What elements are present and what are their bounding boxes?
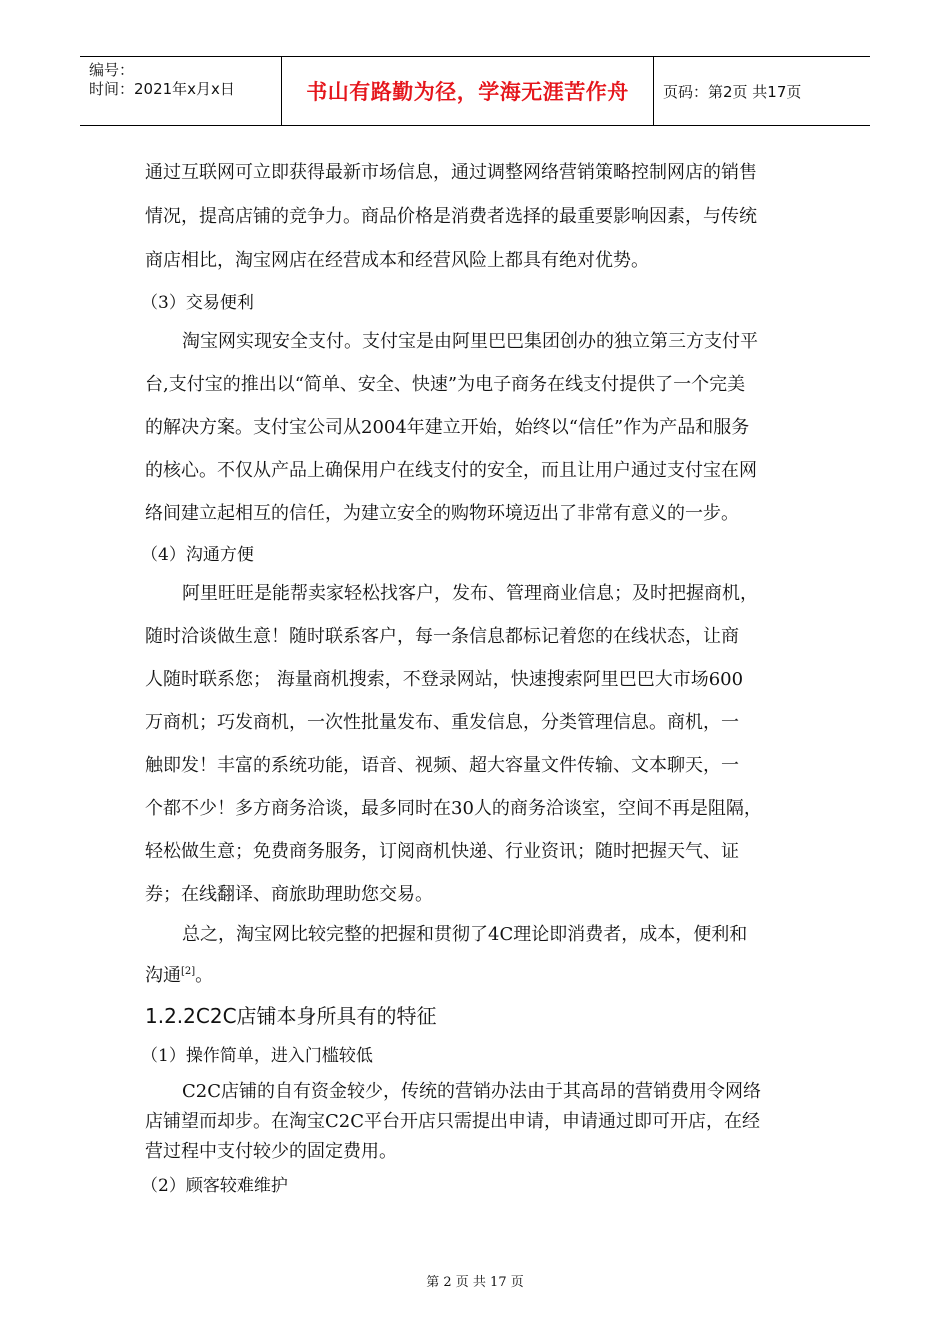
- body-line: 的解决方案。支付宝公司从2004年建立开始，始终以“信任”作为产品和服务: [145, 417, 750, 438]
- body-line: 阿里旺旺是能帮卖家轻松找客户，发布、管理商业信息；及时把握商机，: [182, 583, 758, 604]
- body-line: 万商机；巧发商机，一次性批量发布、重发信息，分类管理信息。商机，一: [145, 712, 739, 733]
- body-line: [145, 961, 213, 987]
- motto: 书山有路勤为径，学海无涯苦作舟: [282, 57, 654, 125]
- header-left-cell: [80, 57, 282, 125]
- body-line: 随时洽谈做生意！随时联系客户，每一条信息都标记着您的在线状态，让商: [145, 626, 739, 647]
- body-line: 商店相比，淘宝网店在经营成本和经营风险上都具有绝对优势。: [145, 250, 649, 271]
- body-line: 个都不少！多方商务洽谈，最多同时在30人的商务洽谈室，空间不再是阻隔，: [145, 798, 762, 819]
- body-line: 营过程中支付较少的固定费用。: [145, 1141, 397, 1162]
- citation-ref: [2]: [181, 966, 196, 977]
- page-footer: 第 2 页 共 17 页: [426, 1275, 524, 1290]
- body-line: 络间建立起相互的信任，为建立安全的购物环境迈出了非常有意义的一步。: [145, 503, 739, 524]
- body-line: 店铺望而却步。在淘宝C2C平台开店只需提出申请，申请通过即可开店，在经: [145, 1111, 760, 1132]
- body-line: 通过互联网可立即获得最新市场信息，通过调整网络营销策略控制网店的销售: [145, 162, 757, 183]
- body-line: 人随时联系您； 海量商机搜索，不登录网站，快速搜索阿里巴巴大市场600: [145, 669, 744, 690]
- subheading: （2）顾客较难维护: [141, 1176, 288, 1196]
- body-line: 轻松做生意；免费商务服务，订阅商机快递、行业资讯；随时把握天气、证: [145, 841, 739, 862]
- body-line: 淘宝网实现安全支付。支付宝是由阿里巴巴集团创办的独立第三方支付平: [182, 331, 758, 352]
- page-info: 页码：第2页 共17页: [663, 82, 802, 101]
- section-heading: 1.2.2C2C店铺本身所具有的特征: [145, 1004, 437, 1028]
- body-line: 的核心。不仅从产品上确保用户在线支付的安全，而且让用户通过支付宝在网: [145, 460, 757, 481]
- subheading: （1）操作简单，进入门槛较低: [141, 1046, 373, 1066]
- body-line: 券；在线翻译、商旅助理助您交易。: [145, 884, 433, 905]
- number-label: 编号：: [89, 61, 135, 79]
- body-text: 沟通: [145, 965, 181, 986]
- body-line: C2C店铺的自有资金较少，传统的营销办法由于其高昂的营销费用令网络: [182, 1081, 761, 1102]
- body-line: 台,支付宝的推出以“简单、安全、快速”为电子商务在线支付提供了一个完美: [145, 374, 746, 395]
- body-line: 触即发！丰富的系统功能，语音、视频、超大容量文件传输、文本聊天，一: [145, 755, 739, 776]
- time-label: 时间：2021年x月x日: [89, 80, 235, 98]
- subheading: （4）沟通方便: [141, 545, 254, 565]
- body-line: 情况，提高店铺的竞争力。商品价格是消费者选择的最重要影响因素，与传统: [145, 206, 757, 227]
- header-table: [80, 56, 870, 126]
- subheading: （3）交易便利: [141, 293, 254, 313]
- body-text: 。: [195, 965, 214, 986]
- body-line: 总之，淘宝网比较完整的把握和贯彻了4C理论即消费者，成本，便利和: [182, 924, 748, 945]
